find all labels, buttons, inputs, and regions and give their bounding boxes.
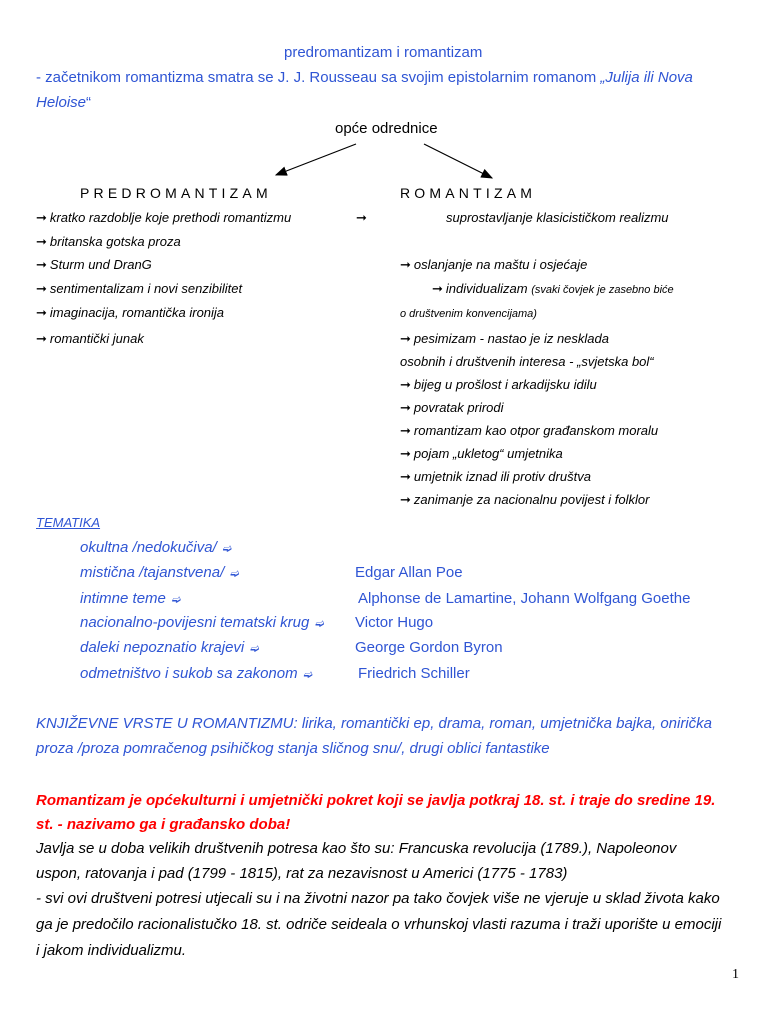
arrow-icon: ➞ xyxy=(36,234,47,249)
heading-romantizam: ROMANTIZAM xyxy=(400,185,537,201)
paragraph-line: ga je predočilo racionalistučko 18. st. odriče seideala o vrhunskoj vlasti razuma i traži uporište u emociji xyxy=(36,916,722,933)
intro-quote: “ xyxy=(86,94,92,111)
pointer-arrow-icon: ➫ xyxy=(315,618,325,630)
page-title: predromantizam i romantizam xyxy=(284,44,483,61)
theme-author: Victor Hugo xyxy=(355,614,434,631)
arrow-icon: ➞ xyxy=(356,210,367,225)
right-item-individualizam: ➞ individualizam (svaki čovjek je zasebno biće xyxy=(432,281,674,296)
intro-novel-title-end: Heloise xyxy=(36,94,87,111)
paragraph-line: i jakom individualizmu. xyxy=(36,942,187,959)
arrow-icon: ➞ xyxy=(36,305,47,320)
arrow-to-predromantizam xyxy=(276,144,356,175)
center-heading: opće odrednice xyxy=(335,120,438,137)
right-item-pesimizam: ➞ pesimizam - nastao je iz nesklada xyxy=(400,331,609,346)
theme-item: nacionalno-povijesni tematski krug ➫ xyxy=(80,613,325,634)
arrow-icon: ➞ xyxy=(36,281,47,296)
arrow-icon: ➞ xyxy=(36,210,47,225)
vrste-line-2: proza /proza pomračenog psihičkog stanja sličnog snu/, drugi oblici fantastike xyxy=(36,740,550,757)
intro-novel-title: „Julija ili Nova xyxy=(600,69,693,86)
theme-item: intimne teme ➫ xyxy=(80,589,181,610)
heading-predromantizam: PREDROMANTIZAM xyxy=(80,185,272,201)
pointer-arrow-icon: ➫ xyxy=(222,543,232,555)
arrow-icon: ➞ xyxy=(400,423,411,438)
individualizam-note-cont: o društvenim konvencijama) xyxy=(400,308,537,320)
left-item: ➞ romantički junak xyxy=(36,331,144,346)
pointer-arrow-icon: ➫ xyxy=(250,643,260,655)
definition-line-1: Romantizam je općekulturni i umjetnički pokret koji se javlja potkraj 18. st. i traje do sredine 19. xyxy=(36,792,716,809)
paragraph-line: - svi ovi društveni potresi utjecali su i na životni nazor pa tako čovjek više ne vjeruje u sklad života kako xyxy=(36,890,720,907)
arrow-icon: ➞ xyxy=(36,331,47,346)
arrow-icon: ➞ xyxy=(400,257,411,272)
left-item: ➞ kratko razdoblje koje prethodi romantizmu xyxy=(36,210,292,225)
theme-item: okultna /nedokučiva/ ➫ xyxy=(80,538,232,559)
arrow-icon: ➞ xyxy=(400,492,411,507)
left-item: ➞ Sturm und DranG xyxy=(36,257,152,272)
theme-author: Friedrich Schiller xyxy=(358,665,470,682)
paragraph-line: uspon, ratovanja i pad (1799 - 1815), rat za nezavisnost u Americi (1775 - 1783) xyxy=(36,865,568,882)
right-item-mastu: ➞ oslanjanje na maštu i osjećaje xyxy=(400,257,588,272)
intro-text: - začetnikom romantizma smatra se J. J. Rousseau sa svojim epistolarnim romanom xyxy=(36,69,601,86)
arrow-icon: ➞ xyxy=(400,331,411,346)
arrow-to-romantizam xyxy=(424,144,492,178)
right-item-ukleti: ➞ pojam „ukletog“ umjetnika xyxy=(400,446,563,461)
arrow-icon: ➞ xyxy=(400,446,411,461)
pointer-arrow-icon: ➫ xyxy=(230,568,240,580)
theme-author: Alphonse de Lamartine, Johann Wolfgang Goethe xyxy=(358,590,691,607)
arrow-icon: ➞ xyxy=(400,377,411,392)
right-item-bijeg: ➞ bijeg u prošlost i arkadijsku idilu xyxy=(400,377,597,392)
arrow-icon: ➞ xyxy=(36,257,47,272)
definition-line-2: st. - nazivamo ga i građansko doba! xyxy=(36,816,291,833)
left-item: ➞ britanska gotska proza xyxy=(36,234,181,249)
theme-item: mistična /tajanstvena/ ➫ xyxy=(80,563,239,584)
right-item-nacionalno: ➞ zanimanje za nacionalnu povijest i folklor xyxy=(400,492,650,507)
theme-author: Edgar Allan Poe xyxy=(355,564,463,581)
paragraph-line: Javlja se u doba velikih društvenih potresa kao što su: Francuska revolucija (1789.), Napoleonov xyxy=(36,840,677,857)
theme-item: odmetništvo i sukob sa zakonom ➫ xyxy=(80,664,313,685)
individualizam-note: (svaki čovjek je zasebno biće xyxy=(531,284,674,296)
vrste-line-1: KNJIŽEVNE VRSTE U ROMANTIZMU: lirika, romantički ep, drama, roman, umjetnička bajka, onirička xyxy=(36,715,713,732)
arrow-icon: ➞ xyxy=(400,400,411,415)
right-item-iznad: ➞ umjetnik iznad ili protiv društva xyxy=(400,469,591,484)
theme-author: George Gordon Byron xyxy=(355,639,503,656)
pointer-arrow-icon: ➫ xyxy=(171,594,182,606)
theme-item: daleki nepoznatio krajevi ➫ xyxy=(80,638,260,659)
tematika-heading: TEMATIKA xyxy=(36,515,101,530)
arrow-icon: ➞ xyxy=(432,281,443,296)
pointer-arrow-icon: ➫ xyxy=(303,669,313,681)
left-item: ➞ sentimentalizam i novi senzibilitet xyxy=(36,281,243,296)
right-item-pesimizam-cont: osobnih i društvenih interesa - „svjetska bol“ xyxy=(400,354,654,369)
left-item: ➞ imaginacija, romantička ironija xyxy=(36,305,225,320)
page-number: 1 xyxy=(732,967,739,982)
arrow-icon: ➞ xyxy=(400,469,411,484)
right-item-otpor: ➞ romantizam kao otpor građanskom moralu xyxy=(400,423,659,438)
right-item-realizam: suprostavljanje klasicističkom realizmu xyxy=(446,210,669,225)
right-item-priroda: ➞ povratak prirodi xyxy=(400,400,504,415)
